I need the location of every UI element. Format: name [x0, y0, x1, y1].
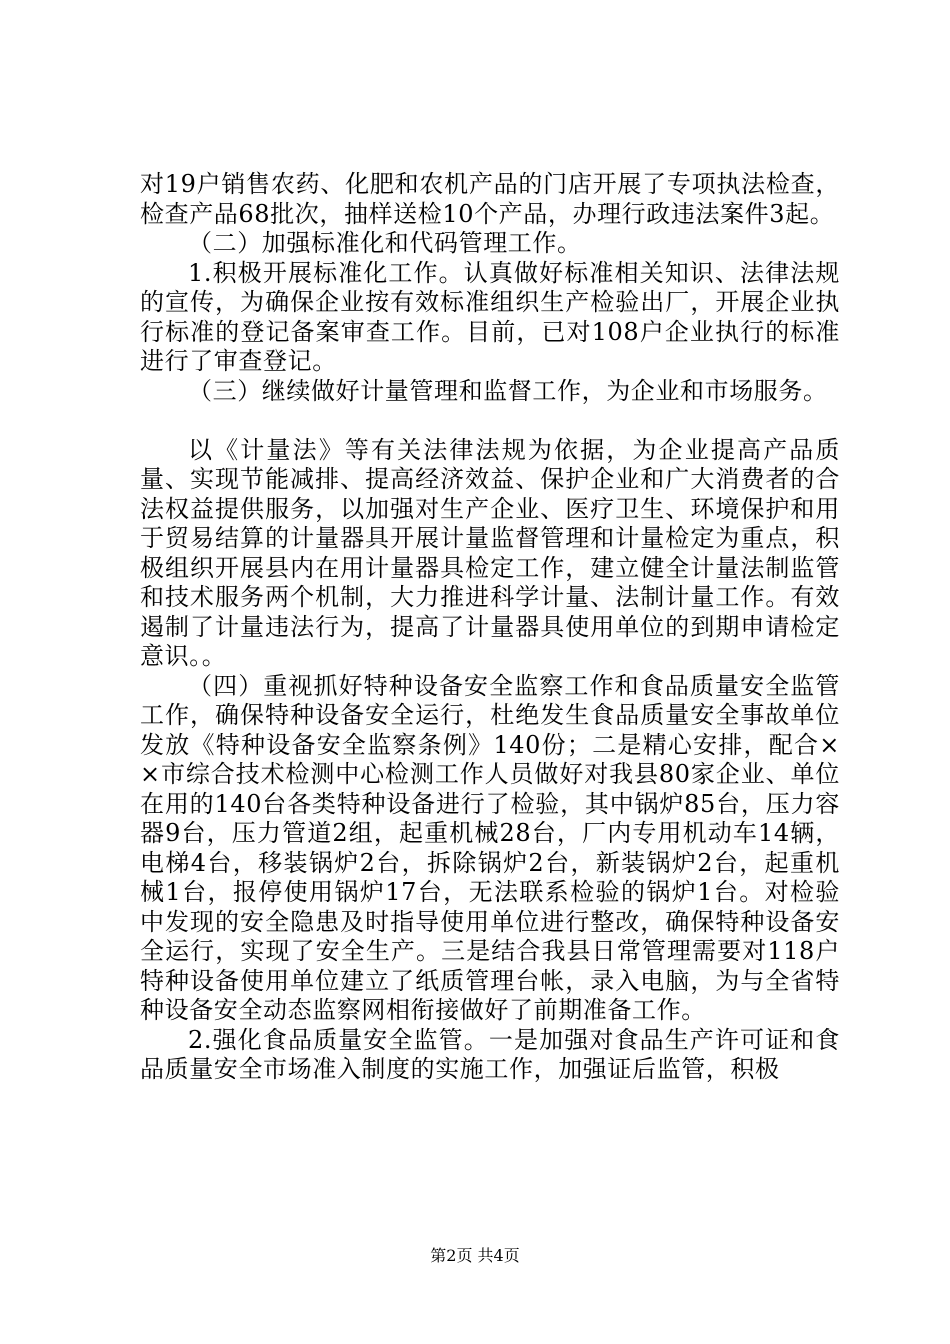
section-heading-2: （二）加强标准化和代码管理工作。 — [188, 229, 582, 257]
paragraph-continuation: 对19户销售农药、化肥和农机产品的门店开展了专项执法检查，检查产品68批次，抽样送检10个产品，办理行政违法案件3起。 — [140, 170, 840, 228]
blank-line — [140, 406, 840, 436]
paragraph-food-safety: 2.强化食品质量安全监管。一是加强对食品生产许可证和食品质量安全市场准入制度的实施工作，加强证后监管，积极 — [140, 1025, 840, 1083]
document-body — [140, 170, 840, 1085]
paragraph-metrology: 以《计量法》等有关法律法规为依据，为企业提高产品质量、实现节能减排、提高经济效益、保护企业和广大消费者的合法权益提供服务，以加强对生产企业、医疗卫生、环境保护和用于贸易结算的计量器具开展计量监督管理和计量检定为重点，积极组织开展县内在用计量器具检定工作，建立健全计量法制监管和技术服务两个机制，大力推进科学计量、法制计量工作。有效遏制了计量违法行为，提高了计量器具使用单位的到期申请检定意识。。 — [140, 435, 840, 670]
section-heading-3: （三）继续做好计量管理和监督工作，为企业和市场服务。 — [188, 376, 828, 405]
page-number-footer: 第2页 共4页 — [430, 1246, 520, 1265]
section-heading-4: （四）重视抓好特种设备安全监察工作和食品质量安全监管工作，确保特种设备安全运行，杜绝发生食品质量安全事故单位发放《特种设备安全监察条例》140份；二是精心安排，配合××市综合技术检测中心检测工作人员做好对我县80家企业、单位在用的140台各类特种设备进行了检验，其中锅炉85台，压力容器9台，压力管道2组，起重机械28台，厂内专用机动车14辆，电梯4台，移装锅炉2台，拆除锅炉2台，新装锅炉2台，起重机械1台，报停使用锅炉17台，无法联系检验的锅炉1台。对检验中发现的安全隐患及时指导使用单位进行整改，确保特种设备安全运行，实现了安全生产。三是结合我县日常管理需要对118户特种设备使用单位建立了纸质管理台帐，录入电脑，为与全省特种设备安全动态监察网相衔接做好了前期准备工作。 — [140, 671, 840, 1024]
paragraph-standardization: 1.积极开展标准化工作。认真做好标准相关知识、法律法规的宣传，为确保企业按有效标准组织生产检验出厂，开展企业执行标准的登记备案审查工作。目前，已对108户企业执行的标准进行了审查登记。 — [140, 258, 840, 375]
